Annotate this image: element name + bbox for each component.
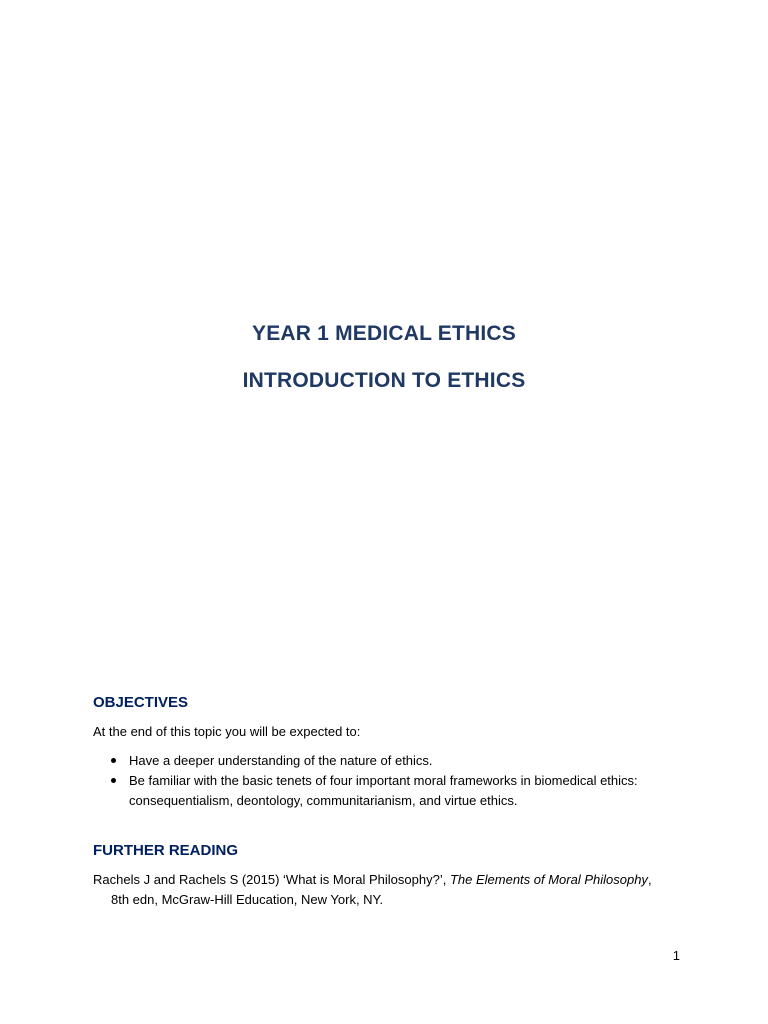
document-title: YEAR 1 MEDICAL ETHICS [251, 322, 516, 345]
document-subtitle: INTRODUCTION TO ETHICS [242, 369, 526, 392]
objectives-list [111, 751, 711, 811]
reference-book-title: The Elements of Moral Philosophy [449, 872, 648, 887]
objective-text: Be familiar with the basic tenets of four important moral frameworks in biomedical ethics: [129, 773, 638, 788]
objectives-heading: OBJECTIVES [93, 694, 189, 711]
further-reading-heading: FURTHER READING [93, 842, 238, 859]
bullet-icon [111, 758, 116, 763]
page-number: 1 [672, 948, 680, 963]
objective-item [111, 751, 711, 771]
reference-entry [93, 870, 693, 910]
bullet-icon [111, 778, 116, 783]
reference-authors: Rachels J and Rachels S (2015) ‘What is Moral Philosophy?’, [93, 872, 450, 887]
reference-publication: 8th edn, McGraw-Hill Education, New York, NY. [111, 892, 384, 907]
objective-text-continued: consequentialism, deontology, communitarianism, and virtue ethics. [129, 793, 518, 808]
objectives-intro: At the end of this topic you will be expected to: [93, 724, 361, 739]
reference-comma: , [647, 872, 652, 887]
objective-text: Have a deeper understanding of the nature of ethics. [129, 753, 433, 768]
objective-item [111, 771, 711, 811]
